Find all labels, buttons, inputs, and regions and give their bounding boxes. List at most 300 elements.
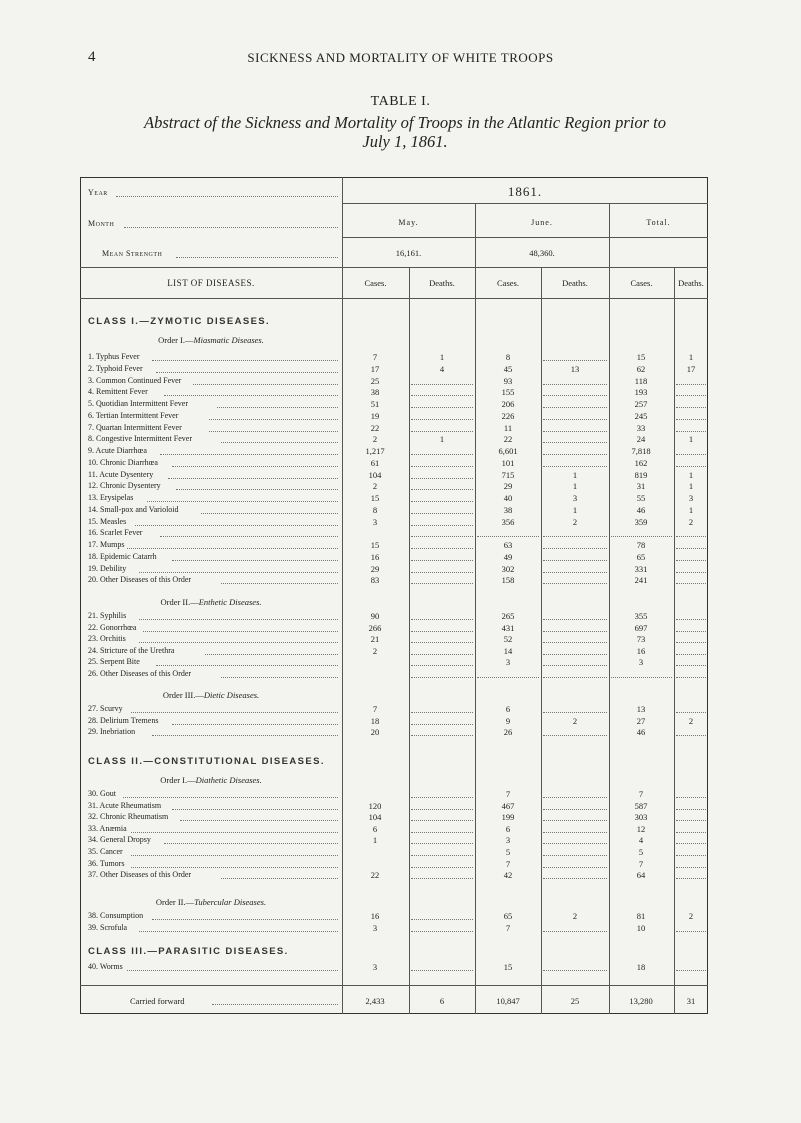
row-value: 46 (636, 727, 646, 738)
empty-cell-leader (676, 407, 706, 408)
row-value: 22 (370, 870, 380, 881)
page-number: 4 (88, 49, 96, 65)
empty-cell-leader (543, 583, 607, 584)
leader (152, 735, 339, 736)
leader (123, 797, 338, 798)
class-3-heading: CLASS III.—PARASITIC DISEASES. (88, 946, 289, 957)
row-value: 25 (370, 375, 380, 386)
row-value: 15 (636, 352, 646, 362)
row-value: 17 (686, 363, 696, 374)
row-value: 13 (570, 363, 580, 374)
row-value: 7 (505, 922, 511, 933)
row-value: 104 (368, 812, 382, 823)
empty-cell-leader (543, 536, 607, 537)
row-value: 1 (372, 835, 378, 846)
strength-may: 16,161. (395, 248, 422, 258)
row-value: 29 (370, 563, 380, 574)
disease-label: 31. Acute Rheumatism (88, 800, 162, 810)
empty-cell-leader (411, 431, 473, 432)
empty-cell-leader (411, 536, 473, 537)
order-4-heading (80, 775, 342, 785)
empty-cell-leader (411, 478, 473, 479)
row-value: 93 (503, 375, 513, 386)
row-value: 1 (439, 434, 445, 445)
col-head-may-deaths: Deaths. (429, 278, 455, 288)
row-value: 3 (688, 493, 694, 503)
disease-label: 27. Scurvy (88, 704, 123, 713)
empty-cell-leader (676, 665, 706, 666)
empty-cell-leader (676, 466, 706, 467)
strength-june: 48,360. (529, 248, 555, 258)
empty-cell-leader (676, 931, 706, 932)
row-value: 6 (372, 823, 378, 834)
row-value: 22 (370, 422, 380, 433)
disease-label: 17. Mumps (88, 540, 125, 549)
row-value: 7 (505, 789, 511, 799)
row-value: 65 (503, 911, 513, 921)
row-value: 11 (503, 422, 513, 433)
leader (156, 372, 338, 373)
row-value: 21 (370, 634, 380, 645)
empty-cell-leader (543, 619, 607, 620)
running-head: SICKNESS AND MORTALITY OF WHITE TROOPS (247, 50, 554, 65)
class-1-heading: CLASS I.—ZYMOTIC DISEASES. (88, 316, 271, 327)
row-value: 4 (439, 363, 445, 374)
row-value: 1 (572, 481, 578, 492)
leader (139, 572, 338, 573)
row-value: 78 (636, 540, 646, 550)
empty-cell-leader (411, 384, 473, 385)
order-prefix: Order III.— (162, 690, 204, 700)
row-value: 3 (505, 835, 511, 846)
leader (127, 548, 338, 549)
row-value: 16 (370, 551, 380, 562)
empty-cell-leader (411, 665, 473, 666)
leader (164, 395, 338, 396)
empty-cell-leader (543, 431, 607, 432)
disease-label: 8. Congestive Intermittent Fever (88, 434, 192, 444)
leader (147, 501, 338, 502)
subtitle-line-2: July 1, 1861. (362, 132, 448, 151)
col-divider-june (475, 203, 476, 1014)
disease-label: 10. Chronic Diarrhœa (88, 457, 158, 467)
empty-cell-leader (411, 878, 473, 879)
row-value: 1 (688, 352, 694, 362)
leader (172, 809, 338, 810)
empty-cell-leader (676, 797, 706, 798)
row-value: 16 (636, 645, 646, 656)
row-value: 2 (688, 516, 694, 527)
empty-cell-leader (676, 820, 706, 821)
empty-cell-leader (543, 454, 607, 455)
empty-cell-leader (676, 572, 706, 573)
row-value: 27 (636, 715, 646, 726)
row-value: 73 (636, 634, 646, 645)
row-value: 22 (503, 434, 513, 445)
empty-cell-leader (543, 642, 607, 643)
leader (193, 384, 339, 385)
empty-cell-leader (411, 832, 473, 833)
row-value: 7 (638, 858, 644, 869)
empty-cell-leader (477, 536, 539, 537)
empty-cell-leader (676, 832, 706, 833)
empty-cell-leader (411, 454, 473, 455)
leader (139, 931, 338, 932)
year-value: 1861. (507, 184, 543, 199)
row-value: 697 (634, 622, 648, 633)
leader (176, 257, 338, 258)
leader (131, 832, 338, 833)
row-value: 3 (505, 657, 511, 668)
month-total: Total. (646, 218, 671, 227)
empty-cell-leader (676, 395, 706, 396)
row-value: 13 (636, 704, 646, 714)
strength-label: Mean Strength (102, 249, 163, 258)
row-value: 245 (634, 410, 648, 421)
disease-label: 11. Acute Dysentery (88, 469, 154, 479)
carried-june-cases: 10,847 (496, 996, 520, 1006)
leader (221, 442, 338, 443)
empty-cell-leader (676, 560, 706, 561)
rule-carried (80, 985, 708, 986)
rule-month (342, 237, 708, 238)
row-value: 33 (636, 422, 646, 433)
disease-label: 13. Erysipelas (88, 493, 134, 502)
row-value: 40 (503, 493, 513, 503)
empty-cell-leader (411, 525, 473, 526)
row-value: 7 (372, 352, 378, 362)
empty-cell-leader (676, 843, 706, 844)
row-value: 355 (634, 611, 648, 621)
leader (176, 489, 338, 490)
empty-cell-leader (411, 820, 473, 821)
empty-cell-leader (543, 931, 607, 932)
leader (212, 1004, 338, 1005)
row-value: 587 (634, 800, 648, 811)
disease-label: 25. Serpent Bite (88, 657, 140, 667)
row-value: 359 (634, 516, 648, 527)
order-name: Enthetic Diseases. (198, 597, 262, 607)
row-value: 51 (370, 399, 380, 409)
carried-total-cases: 13,280 (629, 996, 653, 1006)
leader (172, 466, 338, 467)
empty-cell-leader (411, 712, 473, 713)
empty-cell-leader (477, 677, 539, 678)
col-head-may-cases: Cases. (364, 278, 387, 288)
empty-cell-leader (411, 642, 473, 643)
empty-cell-leader (611, 536, 672, 537)
empty-cell-leader (411, 583, 473, 584)
row-value: 3 (572, 493, 578, 503)
list-of-diseases-heading: LIST OF DISEASES. (167, 278, 255, 288)
empty-cell-leader (411, 572, 473, 573)
row-value: 2 (688, 911, 694, 921)
disease-label: 4. Remittent Fever (88, 387, 148, 397)
row-value: 83 (370, 575, 380, 586)
disease-label: 7. Quartan Intermittent Fever (88, 422, 182, 432)
row-value: 49 (503, 551, 513, 562)
empty-cell-leader (411, 867, 473, 868)
empty-cell-leader (543, 548, 607, 549)
empty-cell-leader (411, 407, 473, 408)
row-value: 155 (501, 387, 515, 398)
order-prefix: Order II.— (160, 597, 199, 607)
disease-label: 14. Small-pox and Varioloid (88, 504, 179, 514)
row-value: 8 (372, 504, 378, 515)
empty-cell-leader (676, 970, 706, 971)
empty-cell-leader (543, 442, 607, 443)
disease-label: 1. Typhus Fever (88, 352, 140, 361)
empty-cell-leader (411, 419, 473, 420)
empty-cell-leader (676, 431, 706, 432)
col-divider-may-deaths (409, 267, 410, 1014)
empty-cell-leader (411, 560, 473, 561)
row-value: 38 (503, 504, 513, 515)
empty-cell-leader (676, 384, 706, 385)
leader (131, 855, 338, 856)
row-value: 3 (372, 922, 378, 933)
empty-cell-leader (676, 654, 706, 655)
carried-may-cases: 2,433 (365, 996, 385, 1006)
row-value: 1 (688, 504, 694, 515)
empty-cell-leader (411, 489, 473, 490)
row-value: 158 (501, 575, 515, 586)
disease-label: 6. Tertian Intermittent Fever (88, 410, 179, 420)
disease-label: 33. Anæmia (88, 823, 127, 833)
row-value: 15 (370, 493, 380, 503)
leader (221, 583, 338, 584)
empty-cell-leader (543, 712, 607, 713)
leader (124, 227, 338, 228)
order-prefix: Order I.— (158, 335, 194, 345)
empty-cell-leader (543, 384, 607, 385)
leader (209, 431, 338, 432)
leader (116, 196, 338, 197)
row-value: 26 (503, 727, 513, 738)
rule-colheads (80, 298, 708, 299)
empty-cell-leader (543, 797, 607, 798)
empty-cell-leader (411, 466, 473, 467)
leader (209, 419, 338, 420)
empty-cell-leader (543, 735, 607, 736)
leader (168, 478, 338, 479)
row-value: 226 (501, 410, 515, 421)
row-value: 65 (636, 551, 646, 562)
disease-label: 38. Consumption (88, 911, 144, 920)
order-name: Miasmatic Diseases. (193, 335, 264, 345)
empty-cell-leader (543, 970, 607, 971)
row-value: 7 (372, 704, 378, 714)
empty-cell-leader (543, 809, 607, 810)
table-frame (80, 177, 708, 1014)
col-divider-label (342, 177, 343, 1014)
empty-cell-leader (543, 572, 607, 573)
row-value: 55 (636, 493, 646, 503)
row-value: 3 (372, 962, 378, 972)
month-may: May. (398, 218, 419, 227)
leader (221, 677, 338, 678)
row-value: 2 (572, 911, 578, 921)
disease-label: 20. Other Diseases of this Order (88, 575, 192, 585)
row-value: 206 (501, 399, 515, 409)
empty-cell-leader (543, 665, 607, 666)
empty-cell-leader (411, 724, 473, 725)
row-value: 62 (636, 363, 646, 374)
leader (127, 970, 338, 971)
empty-cell-leader (611, 677, 672, 678)
row-value: 46 (636, 504, 646, 515)
empty-cell-leader (411, 735, 473, 736)
empty-cell-leader (543, 867, 607, 868)
disease-label: 15. Measles (88, 516, 127, 526)
row-value: 265 (501, 611, 515, 621)
disease-label: 40. Worms (88, 962, 123, 971)
empty-cell-leader (676, 454, 706, 455)
disease-label: 29. Inebriation (88, 727, 136, 737)
order-3-heading (80, 690, 342, 700)
row-value: 45 (503, 363, 513, 374)
row-value: 81 (636, 911, 646, 921)
row-value: 64 (636, 870, 646, 881)
leader (160, 454, 338, 455)
row-value: 431 (501, 622, 515, 633)
row-value: 302 (501, 563, 515, 574)
row-value: 18 (636, 962, 646, 972)
disease-label: 24. Stricture of the Urethra (88, 645, 175, 655)
disease-label: 32. Chronic Rheumatism (88, 812, 169, 822)
row-value: 7 (638, 789, 644, 799)
row-value: 193 (634, 387, 648, 398)
leader (172, 560, 338, 561)
empty-cell-leader (411, 501, 473, 502)
row-value: 12 (636, 823, 646, 834)
subtitle-line-1: Abstract of the Sickness and Mortality of Troops in the Atlantic Region prior to (143, 113, 666, 132)
empty-cell-leader (411, 931, 473, 932)
month-label: Month (88, 219, 115, 228)
row-value: 10 (636, 922, 646, 933)
empty-cell-leader (676, 735, 706, 736)
disease-label: 19. Debility (88, 563, 127, 573)
empty-cell-leader (676, 809, 706, 810)
col-head-total-cases: Cases. (630, 278, 653, 288)
row-value: 3 (372, 516, 378, 527)
empty-cell-leader (543, 360, 607, 361)
row-value: 2 (688, 715, 694, 726)
row-value: 2 (372, 645, 378, 656)
leader (160, 536, 338, 537)
disease-label: 39. Scrofula (88, 922, 128, 932)
empty-cell-leader (676, 855, 706, 856)
row-value: 18 (370, 715, 380, 726)
row-value: 1 (572, 469, 578, 480)
empty-cell-leader (411, 395, 473, 396)
row-value: 118 (634, 375, 648, 386)
empty-cell-leader (411, 809, 473, 810)
row-value: 31 (636, 481, 646, 492)
empty-cell-leader (543, 677, 607, 678)
col-divider-total-deaths (674, 267, 675, 1014)
empty-cell-leader (411, 919, 473, 920)
table-subtitle (60, 113, 750, 151)
leader (131, 712, 338, 713)
disease-label: 3. Common Continued Fever (88, 375, 182, 385)
leader (156, 665, 338, 666)
col-head-june-cases: Cases. (497, 278, 519, 288)
order-name: Tubercular Diseases. (194, 897, 267, 907)
row-value: 7,818 (631, 446, 651, 456)
row-value: 61 (370, 457, 380, 468)
row-value: 16 (370, 911, 380, 921)
row-value: 120 (368, 800, 382, 811)
row-value: 1 (688, 469, 694, 480)
row-value: 303 (634, 812, 648, 823)
row-value: 101 (501, 457, 515, 468)
row-value: 356 (501, 516, 515, 527)
empty-cell-leader (543, 395, 607, 396)
row-value: 2 (572, 516, 578, 527)
disease-label: 28. Delirium Tremens (88, 715, 159, 725)
empty-cell-leader (411, 513, 473, 514)
order-name: Diathetic Diseases. (195, 775, 262, 785)
empty-cell-leader (676, 548, 706, 549)
empty-cell-leader (676, 536, 706, 537)
col-head-june-deaths: Deaths. (562, 278, 588, 288)
row-value: 20 (370, 727, 380, 738)
leader (152, 360, 339, 361)
month-june: June. (531, 218, 553, 227)
empty-cell-leader (411, 619, 473, 620)
empty-cell-leader (676, 419, 706, 420)
empty-cell-leader (543, 832, 607, 833)
empty-cell-leader (543, 560, 607, 561)
leader (201, 513, 338, 514)
row-value: 14 (503, 645, 513, 656)
empty-cell-leader (411, 797, 473, 798)
disease-label: 30. Gout (88, 789, 116, 798)
rule-strength (80, 267, 708, 268)
empty-cell-leader (411, 548, 473, 549)
table-title: TABLE I. (370, 94, 431, 109)
order-2-heading (80, 597, 342, 607)
empty-cell-leader (543, 631, 607, 632)
row-value: 52 (503, 634, 513, 645)
disease-label: 5. Quotidian Intermittent Fever (88, 399, 188, 408)
empty-cell-leader (676, 583, 706, 584)
row-value: 24 (636, 434, 646, 445)
disease-label: 12. Chronic Dysentery (88, 481, 161, 491)
order-5-heading (80, 897, 342, 907)
row-value: 2 (372, 481, 378, 492)
empty-cell-leader (543, 654, 607, 655)
empty-cell-leader (543, 878, 607, 879)
col-divider-total (609, 203, 610, 1014)
row-value: 3 (638, 657, 644, 668)
leader (164, 843, 338, 844)
disease-label: 37. Other Diseases of this Order (88, 870, 192, 880)
col-divider-june-deaths (541, 267, 542, 1014)
disease-label: 34. General Dropsy (88, 835, 151, 845)
leader (139, 642, 338, 643)
row-value: 8 (505, 352, 511, 362)
leader (131, 867, 338, 868)
empty-cell-leader (543, 820, 607, 821)
row-value: 1,217 (365, 446, 385, 456)
carried-total-deaths: 31 (686, 996, 696, 1006)
row-value: 162 (634, 457, 648, 468)
empty-cell-leader (543, 466, 607, 467)
empty-cell-leader (676, 712, 706, 713)
leader (205, 654, 338, 655)
